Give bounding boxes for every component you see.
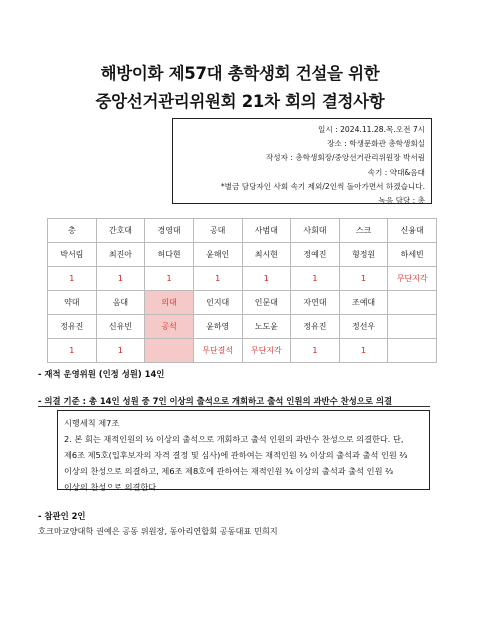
attendance-cell	[388, 315, 437, 339]
attendance-cell: 1	[48, 339, 97, 363]
attendance-cell: 경영대	[145, 219, 194, 243]
attendance-cell: 1	[339, 267, 388, 291]
rule-line: 2. 본 회는 재적인원의 ½ 이상의 출석으로 개회하고 출석 인원의 과반수 찬성으로 의결한다. 단,	[64, 434, 404, 444]
title-line-1: 해방이화 제57대 총학생회 건설을 위한	[100, 64, 380, 83]
attendance-cell: 허다현	[145, 243, 194, 267]
attendance-cell: 인지대	[193, 291, 242, 315]
attendance-cell: 윤하영	[193, 315, 242, 339]
attendance-cell: 1	[339, 339, 388, 363]
attendance-cell: 정선우	[339, 315, 388, 339]
attendance-row	[48, 219, 437, 243]
attendance-cell: 사회대	[291, 219, 340, 243]
attendance-row	[48, 291, 437, 315]
attendance-cell: 정예진	[291, 243, 340, 267]
attendance-cell: 1	[291, 267, 340, 291]
rule-line: 이상의 찬성으로 의결하고, 제6조 제8호에 관하여는 재적인원 ¾ 이상의 출석과 출석 인원 ⅔	[64, 466, 394, 476]
observers-heading: - 참관인 2인	[38, 511, 86, 521]
info-author: 작성자 : 총학생회장/중앙선거관리위원장 박서림	[265, 153, 425, 163]
attendance-cell	[145, 339, 194, 363]
attendance-cell: 인문대	[242, 291, 291, 315]
attendance-cell: 최시현	[242, 243, 291, 267]
attendance-cell: 1	[242, 267, 291, 291]
attendance-cell: 총	[48, 219, 97, 243]
info-location: 장소 : 학생문화관 총학생회실	[327, 139, 425, 149]
attendance-cell: 1	[193, 267, 242, 291]
attendance-cell: 정유진	[48, 315, 97, 339]
info-recording: 녹음 담당 : 총	[378, 196, 425, 206]
attendance-cell: 의대	[145, 291, 194, 315]
attendance-cell: 무단지각	[388, 267, 437, 291]
attendance-cell: 하세빈	[388, 243, 437, 267]
members-count: - 재적 운영위원 (인정 성원) 14인	[38, 369, 165, 379]
attendance-cell: 형정원	[339, 243, 388, 267]
info-datetime: 일시 : 2024.11.28.목.오전 7시	[318, 125, 425, 134]
attendance-row	[48, 267, 437, 291]
attendance-cell: 1	[145, 267, 194, 291]
attendance-table	[47, 218, 437, 363]
attendance-cell: 윤해인	[193, 243, 242, 267]
criteria-underline	[38, 406, 430, 407]
attendance-cell: 박서림	[48, 243, 97, 267]
attendance-cell: 음대	[96, 291, 145, 315]
observers-list: 호크마교양대학 권예은 공동 위원장, 동아리연합회 공동대표 민희지	[38, 526, 278, 536]
attendance-cell: 무단지각	[242, 339, 291, 363]
rule-line: 이상의 찬성으로 의결한다.	[64, 482, 159, 492]
attendance-cell: 약대	[48, 291, 97, 315]
rule-line: 제6조 제5호(입후보자의 자격 결정 및 심사)에 관하여는 재적인원 ⅔ 이상의 출석과 출석 인원 ⅔	[64, 450, 408, 460]
attendance-cell: 정유진	[291, 315, 340, 339]
attendance-cell: 간호대	[96, 219, 145, 243]
attendance-cell	[388, 291, 437, 315]
attendance-row	[48, 315, 437, 339]
rule-line: 시행세칙 제7조	[64, 418, 120, 428]
attendance-cell: 1	[48, 267, 97, 291]
attendance-cell: 1	[291, 339, 340, 363]
info-note: *별금 담당자인 사회 속기 제외/2인씩 돌아가면서 하겠습니다.	[220, 181, 425, 191]
attendance-cell: 스크	[339, 219, 388, 243]
voting-criteria: - 의결 기준 : 총 14인 성원 중 7인 이상의 출석으로 개회하고 출석 인원의 과반수 찬성으로 의결	[38, 396, 393, 406]
bylaw-rule-box	[57, 410, 430, 490]
attendance-cell: 무단결석	[193, 339, 242, 363]
attendance-cell: 사범대	[242, 219, 291, 243]
attendance-cell: 공대	[193, 219, 242, 243]
title-line-2: 중앙선거관리위원회 21차 회의 결정사항	[95, 92, 385, 111]
attendance-cell: 신융대	[388, 219, 437, 243]
meeting-info-box	[172, 118, 432, 204]
attendance-cell: 신유빈	[96, 315, 145, 339]
attendance-cell: 1	[96, 267, 145, 291]
attendance-cell: 최진아	[96, 243, 145, 267]
attendance-row	[48, 339, 437, 363]
attendance-cell: 조예대	[339, 291, 388, 315]
attendance-cell	[388, 339, 437, 363]
attendance-cell: 공석	[145, 315, 194, 339]
attendance-cell: 자연대	[291, 291, 340, 315]
attendance-cell: 노도윤	[242, 315, 291, 339]
attendance-cell: 1	[96, 339, 145, 363]
info-stenographer: 속기 : 약대&음대	[367, 167, 425, 177]
attendance-row	[48, 243, 437, 267]
